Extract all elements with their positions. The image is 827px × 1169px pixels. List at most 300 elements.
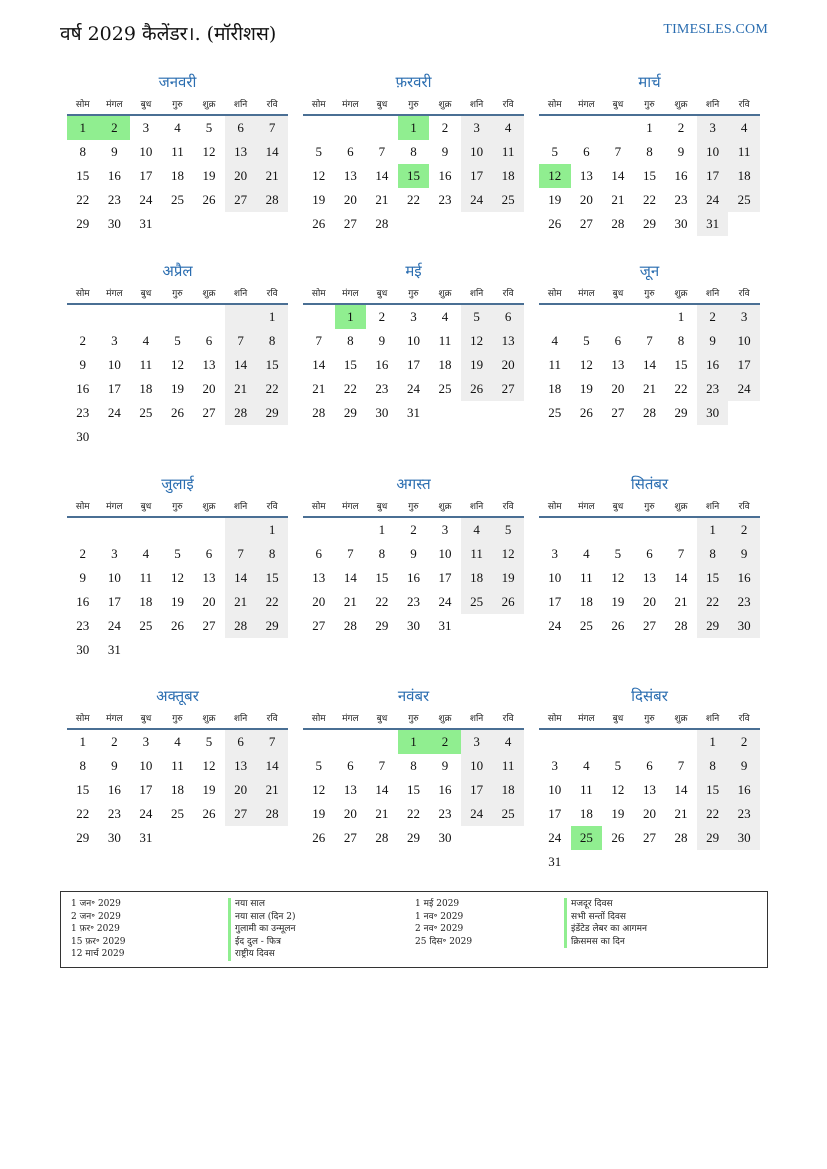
day-cell[interactable]: 18 bbox=[492, 164, 524, 188]
day-cell[interactable]: 12 bbox=[202, 144, 216, 159]
day-cell[interactable]: 16 bbox=[728, 778, 760, 802]
day-cell[interactable]: 3 bbox=[461, 116, 493, 140]
day-cell[interactable]: 11 bbox=[548, 357, 562, 372]
day-cell[interactable]: 8 bbox=[697, 542, 729, 566]
day-cell[interactable]: 22 bbox=[375, 594, 389, 609]
day-cell[interactable]: 16 bbox=[406, 570, 420, 585]
day-cell[interactable]: 20 bbox=[579, 192, 593, 207]
day-cell[interactable]: 29 bbox=[375, 618, 389, 633]
day-cell[interactable]: 28 bbox=[225, 401, 257, 425]
day-cell[interactable]: 17 bbox=[107, 594, 121, 609]
day-cell[interactable]: 19 bbox=[611, 806, 625, 821]
day-cell[interactable]: 21 bbox=[256, 164, 288, 188]
day-cell[interactable]: 2 bbox=[728, 518, 760, 542]
day-cell[interactable]: 18 bbox=[170, 168, 184, 183]
day-cell[interactable]: 15 bbox=[398, 164, 430, 188]
day-cell[interactable]: 10 bbox=[107, 357, 121, 372]
day-cell[interactable]: 12 bbox=[202, 758, 216, 773]
day-cell[interactable]: 20 bbox=[642, 806, 656, 821]
day-cell[interactable]: 2 bbox=[441, 120, 449, 135]
day-cell[interactable]: 23 bbox=[674, 192, 688, 207]
day-cell[interactable]: 9 bbox=[677, 144, 685, 159]
day-cell[interactable]: 12 bbox=[170, 357, 184, 372]
day-cell[interactable]: 17 bbox=[461, 778, 493, 802]
day-cell[interactable]: 23 bbox=[375, 381, 389, 396]
day-cell[interactable]: 4 bbox=[492, 116, 524, 140]
day-cell[interactable]: 4 bbox=[142, 546, 150, 561]
day-cell[interactable]: 25 bbox=[139, 405, 153, 420]
day-cell[interactable]: 19 bbox=[548, 192, 562, 207]
day-cell[interactable]: 23 bbox=[697, 377, 729, 401]
day-cell[interactable]: 25 bbox=[579, 618, 593, 633]
day-cell[interactable]: 25 bbox=[139, 618, 153, 633]
day-cell[interactable]: 13 bbox=[642, 782, 656, 797]
day-cell[interactable]: 2 bbox=[410, 522, 417, 537]
day-cell[interactable]: 18 bbox=[139, 594, 153, 609]
day-cell[interactable]: 22 bbox=[406, 192, 420, 207]
day-cell[interactable]: 5 bbox=[551, 144, 559, 159]
day-cell[interactable]: 16 bbox=[375, 357, 389, 372]
day-cell[interactable]: 22 bbox=[256, 377, 288, 401]
day-cell[interactable]: 30 bbox=[107, 216, 121, 231]
day-cell[interactable]: 12 bbox=[611, 570, 625, 585]
day-cell[interactable]: 14 bbox=[674, 570, 688, 585]
day-cell[interactable]: 18 bbox=[579, 594, 593, 609]
day-cell[interactable]: 26 bbox=[312, 830, 326, 845]
day-cell[interactable]: 7 bbox=[677, 758, 685, 773]
day-cell[interactable]: 10 bbox=[697, 140, 729, 164]
day-cell[interactable]: 23 bbox=[406, 594, 420, 609]
day-cell[interactable]: 8 bbox=[646, 144, 653, 159]
day-cell[interactable]: 19 bbox=[312, 192, 326, 207]
day-cell[interactable]: 5 bbox=[205, 734, 213, 749]
day-cell[interactable]: 12 bbox=[579, 357, 593, 372]
day-cell[interactable]: 5 bbox=[174, 333, 181, 348]
day-cell[interactable]: 27 bbox=[225, 802, 257, 826]
day-cell[interactable]: 2 bbox=[378, 309, 386, 324]
day-cell[interactable]: 16 bbox=[107, 168, 121, 183]
day-cell[interactable]: 13 bbox=[492, 329, 524, 353]
day-cell[interactable]: 3 bbox=[111, 333, 118, 348]
day-cell[interactable]: 23 bbox=[107, 806, 121, 821]
day-cell[interactable]: 20 bbox=[225, 164, 257, 188]
day-cell[interactable]: 20 bbox=[343, 192, 357, 207]
day-cell[interactable]: 23 bbox=[76, 405, 90, 420]
day-cell[interactable]: 31 bbox=[139, 830, 153, 845]
day-cell[interactable]: 17 bbox=[697, 164, 729, 188]
day-cell[interactable]: 22 bbox=[674, 381, 688, 396]
day-cell[interactable]: 8 bbox=[256, 329, 288, 353]
day-cell[interactable]: 6 bbox=[205, 333, 213, 348]
day-cell[interactable]: 28 bbox=[674, 618, 688, 633]
day-cell[interactable]: 6 bbox=[315, 546, 323, 561]
day-cell[interactable]: 23 bbox=[728, 802, 760, 826]
day-cell[interactable]: 21 bbox=[225, 377, 257, 401]
day-cell[interactable]: 31 bbox=[107, 642, 121, 657]
day-cell[interactable]: 21 bbox=[674, 594, 688, 609]
day-cell[interactable]: 12 bbox=[492, 542, 524, 566]
day-cell[interactable]: 9 bbox=[111, 144, 118, 159]
day-cell[interactable]: 15 bbox=[406, 782, 420, 797]
day-cell[interactable]: 20 bbox=[312, 594, 326, 609]
day-cell[interactable]: 24 bbox=[139, 806, 153, 821]
day-cell[interactable]: 25 bbox=[728, 188, 760, 212]
day-cell[interactable]: 4 bbox=[441, 309, 449, 324]
day-cell[interactable]: 30 bbox=[406, 618, 420, 633]
day-cell[interactable]: 11 bbox=[580, 570, 593, 585]
day-cell[interactable]: 11 bbox=[139, 357, 153, 372]
day-cell[interactable]: 30 bbox=[76, 642, 90, 657]
day-cell[interactable]: 17 bbox=[406, 357, 420, 372]
day-cell[interactable]: 4 bbox=[583, 546, 590, 561]
day-cell[interactable]: 7 bbox=[315, 333, 323, 348]
day-cell[interactable]: 22 bbox=[697, 802, 729, 826]
day-cell[interactable]: 15 bbox=[76, 168, 90, 183]
day-cell[interactable]: 17 bbox=[728, 353, 760, 377]
day-cell[interactable]: 26 bbox=[611, 830, 625, 845]
day-cell[interactable]: 19 bbox=[202, 782, 216, 797]
day-cell[interactable]: 26 bbox=[312, 216, 326, 231]
day-cell[interactable]: 24 bbox=[406, 381, 420, 396]
day-cell[interactable]: 31 bbox=[406, 405, 420, 420]
day-cell[interactable]: 10 bbox=[548, 782, 562, 797]
day-cell[interactable]: 29 bbox=[674, 405, 688, 420]
day-cell[interactable]: 3 bbox=[111, 546, 118, 561]
day-cell[interactable]: 28 bbox=[312, 405, 326, 420]
day-cell[interactable]: 8 bbox=[256, 542, 288, 566]
day-cell[interactable]: 8 bbox=[697, 754, 729, 778]
day-cell[interactable]: 5 bbox=[205, 120, 213, 135]
day-cell[interactable]: 11 bbox=[492, 754, 524, 778]
day-cell[interactable]: 22 bbox=[76, 806, 90, 821]
day-cell[interactable]: 15 bbox=[343, 357, 357, 372]
day-cell[interactable]: 21 bbox=[642, 381, 656, 396]
day-cell[interactable]: 9 bbox=[441, 758, 449, 773]
day-cell[interactable]: 6 bbox=[492, 305, 524, 329]
day-cell[interactable]: 21 bbox=[375, 192, 389, 207]
day-cell[interactable]: 26 bbox=[579, 405, 593, 420]
day-cell[interactable]: 9 bbox=[441, 144, 449, 159]
day-cell[interactable]: 8 bbox=[347, 333, 354, 348]
day-cell[interactable]: 16 bbox=[107, 782, 121, 797]
day-cell[interactable]: 9 bbox=[697, 329, 729, 353]
day-cell[interactable]: 9 bbox=[410, 546, 417, 561]
day-cell[interactable]: 20 bbox=[202, 381, 216, 396]
day-cell[interactable]: 18 bbox=[170, 782, 184, 797]
day-cell[interactable]: 5 bbox=[583, 333, 590, 348]
day-cell[interactable]: 28 bbox=[343, 618, 357, 633]
day-cell[interactable]: 6 bbox=[614, 333, 622, 348]
day-cell[interactable]: 30 bbox=[438, 830, 452, 845]
day-cell[interactable]: 20 bbox=[642, 594, 656, 609]
day-cell[interactable]: 15 bbox=[697, 566, 729, 590]
day-cell[interactable]: 25 bbox=[438, 381, 452, 396]
day-cell[interactable]: 4 bbox=[551, 333, 559, 348]
day-cell[interactable]: 4 bbox=[174, 734, 181, 749]
day-cell[interactable]: 30 bbox=[728, 826, 760, 850]
day-cell[interactable]: 18 bbox=[139, 381, 153, 396]
day-cell[interactable]: 12 bbox=[539, 164, 571, 188]
day-cell[interactable]: 30 bbox=[674, 216, 688, 231]
day-cell[interactable]: 23 bbox=[438, 192, 452, 207]
day-cell[interactable]: 23 bbox=[76, 618, 90, 633]
day-cell[interactable]: 17 bbox=[107, 381, 121, 396]
day-cell[interactable]: 27 bbox=[492, 377, 524, 401]
day-cell[interactable]: 18 bbox=[728, 164, 760, 188]
day-cell[interactable]: 3 bbox=[441, 522, 449, 537]
day-cell[interactable]: 1 bbox=[79, 734, 87, 749]
day-cell[interactable]: 12 bbox=[312, 168, 326, 183]
day-cell[interactable]: 7 bbox=[256, 730, 288, 754]
day-cell[interactable]: 9 bbox=[111, 758, 118, 773]
day-cell[interactable]: 18 bbox=[492, 778, 524, 802]
day-cell[interactable]: 26 bbox=[170, 618, 184, 633]
day-cell[interactable]: 19 bbox=[170, 594, 184, 609]
day-cell[interactable]: 11 bbox=[171, 758, 184, 773]
day-cell[interactable]: 11 bbox=[492, 140, 524, 164]
day-cell[interactable]: 27 bbox=[642, 830, 656, 845]
day-cell[interactable]: 21 bbox=[611, 192, 625, 207]
day-cell[interactable]: 6 bbox=[347, 144, 354, 159]
day-cell[interactable]: 11 bbox=[438, 333, 452, 348]
day-cell[interactable]: 3 bbox=[728, 305, 760, 329]
day-cell[interactable]: 3 bbox=[461, 730, 493, 754]
day-cell[interactable]: 1 bbox=[335, 305, 367, 329]
day-cell[interactable]: 26 bbox=[611, 618, 625, 633]
day-cell[interactable]: 24 bbox=[548, 618, 562, 633]
day-cell[interactable]: 2 bbox=[697, 305, 729, 329]
day-cell[interactable]: 28 bbox=[375, 216, 389, 231]
day-cell[interactable]: 6 bbox=[583, 144, 590, 159]
day-cell[interactable]: 14 bbox=[312, 357, 326, 372]
day-cell[interactable]: 24 bbox=[697, 188, 729, 212]
day-cell[interactable]: 26 bbox=[492, 590, 524, 614]
day-cell[interactable]: 25 bbox=[461, 590, 493, 614]
day-cell[interactable]: 20 bbox=[225, 778, 257, 802]
day-cell[interactable]: 5 bbox=[492, 518, 524, 542]
day-cell[interactable]: 9 bbox=[728, 542, 760, 566]
day-cell[interactable]: 22 bbox=[343, 381, 357, 396]
day-cell[interactable]: 10 bbox=[139, 758, 153, 773]
day-cell[interactable]: 2 bbox=[429, 730, 461, 754]
day-cell[interactable]: 26 bbox=[548, 216, 562, 231]
day-cell[interactable]: 12 bbox=[312, 782, 326, 797]
day-cell[interactable]: 28 bbox=[642, 405, 656, 420]
day-cell[interactable]: 28 bbox=[375, 830, 389, 845]
day-cell[interactable]: 5 bbox=[315, 144, 323, 159]
day-cell[interactable]: 16 bbox=[76, 381, 90, 396]
day-cell[interactable]: 17 bbox=[461, 164, 493, 188]
day-cell[interactable]: 8 bbox=[410, 758, 417, 773]
day-cell[interactable]: 26 bbox=[202, 806, 216, 821]
day-cell[interactable]: 6 bbox=[225, 116, 257, 140]
day-cell[interactable]: 1 bbox=[256, 305, 288, 329]
day-cell[interactable]: 3 bbox=[410, 309, 417, 324]
day-cell[interactable]: 13 bbox=[202, 570, 216, 585]
day-cell[interactable]: 30 bbox=[728, 614, 760, 638]
day-cell[interactable]: 3 bbox=[142, 734, 150, 749]
day-cell[interactable]: 10 bbox=[461, 754, 493, 778]
day-cell[interactable]: 30 bbox=[375, 405, 389, 420]
day-cell[interactable]: 2 bbox=[79, 546, 87, 561]
day-cell[interactable]: 8 bbox=[378, 546, 386, 561]
day-cell[interactable]: 27 bbox=[611, 405, 625, 420]
day-cell[interactable]: 27 bbox=[225, 188, 257, 212]
day-cell[interactable]: 1 bbox=[67, 116, 99, 140]
day-cell[interactable]: 25 bbox=[170, 192, 184, 207]
day-cell[interactable]: 21 bbox=[225, 590, 257, 614]
day-cell[interactable]: 1 bbox=[398, 730, 430, 754]
day-cell[interactable]: 29 bbox=[76, 830, 90, 845]
day-cell[interactable]: 13 bbox=[642, 570, 656, 585]
day-cell[interactable]: 2 bbox=[677, 120, 685, 135]
day-cell[interactable]: 24 bbox=[461, 188, 493, 212]
day-cell[interactable]: 2 bbox=[99, 116, 131, 140]
day-cell[interactable]: 20 bbox=[343, 806, 357, 821]
day-cell[interactable]: 15 bbox=[674, 357, 688, 372]
day-cell[interactable]: 7 bbox=[256, 116, 288, 140]
day-cell[interactable]: 28 bbox=[225, 614, 257, 638]
day-cell[interactable]: 12 bbox=[170, 570, 184, 585]
day-cell[interactable]: 19 bbox=[492, 566, 524, 590]
day-cell[interactable]: 16 bbox=[438, 168, 452, 183]
day-cell[interactable]: 2 bbox=[79, 333, 87, 348]
day-cell[interactable]: 8 bbox=[677, 333, 685, 348]
day-cell[interactable]: 10 bbox=[406, 333, 420, 348]
site-link[interactable]: TIMESLES.COM bbox=[663, 22, 768, 37]
day-cell[interactable]: 6 bbox=[205, 546, 213, 561]
day-cell[interactable]: 29 bbox=[697, 614, 729, 638]
day-cell[interactable]: 22 bbox=[76, 192, 90, 207]
day-cell[interactable]: 28 bbox=[256, 802, 288, 826]
day-cell[interactable]: 18 bbox=[548, 381, 562, 396]
day-cell[interactable]: 11 bbox=[139, 570, 153, 585]
day-cell[interactable]: 17 bbox=[139, 782, 153, 797]
day-cell[interactable]: 20 bbox=[611, 381, 625, 396]
day-cell[interactable]: 7 bbox=[225, 329, 257, 353]
day-cell[interactable]: 4 bbox=[728, 116, 760, 140]
day-cell[interactable]: 13 bbox=[225, 140, 257, 164]
day-cell[interactable]: 7 bbox=[347, 546, 354, 561]
day-cell[interactable]: 10 bbox=[548, 570, 562, 585]
day-cell[interactable]: 1 bbox=[697, 518, 729, 542]
day-cell[interactable]: 10 bbox=[438, 546, 452, 561]
day-cell[interactable]: 26 bbox=[461, 377, 493, 401]
day-cell[interactable]: 25 bbox=[571, 826, 603, 850]
day-cell[interactable]: 22 bbox=[642, 192, 656, 207]
day-cell[interactable]: 13 bbox=[343, 782, 357, 797]
day-cell[interactable]: 6 bbox=[347, 758, 354, 773]
day-cell[interactable]: 18 bbox=[579, 806, 593, 821]
day-cell[interactable]: 7 bbox=[378, 758, 386, 773]
day-cell[interactable]: 28 bbox=[611, 216, 625, 231]
day-cell[interactable]: 11 bbox=[728, 140, 760, 164]
day-cell[interactable]: 3 bbox=[551, 546, 559, 561]
day-cell[interactable]: 7 bbox=[677, 546, 685, 561]
day-cell[interactable]: 24 bbox=[438, 594, 452, 609]
day-cell[interactable]: 23 bbox=[728, 590, 760, 614]
day-cell[interactable]: 17 bbox=[139, 168, 153, 183]
day-cell[interactable]: 27 bbox=[343, 216, 357, 231]
day-cell[interactable]: 15 bbox=[642, 168, 656, 183]
day-cell[interactable]: 18 bbox=[461, 566, 493, 590]
day-cell[interactable]: 16 bbox=[674, 168, 688, 183]
day-cell[interactable]: 5 bbox=[614, 546, 622, 561]
day-cell[interactable]: 2 bbox=[728, 730, 760, 754]
day-cell[interactable]: 15 bbox=[697, 778, 729, 802]
day-cell[interactable]: 8 bbox=[79, 144, 87, 159]
day-cell[interactable]: 27 bbox=[202, 618, 216, 633]
day-cell[interactable]: 27 bbox=[579, 216, 593, 231]
day-cell[interactable]: 24 bbox=[107, 618, 121, 633]
day-cell[interactable]: 12 bbox=[461, 329, 493, 353]
day-cell[interactable]: 9 bbox=[728, 754, 760, 778]
day-cell[interactable]: 4 bbox=[583, 758, 590, 773]
day-cell[interactable]: 28 bbox=[256, 188, 288, 212]
day-cell[interactable]: 17 bbox=[438, 570, 452, 585]
day-cell[interactable]: 15 bbox=[76, 782, 90, 797]
day-cell[interactable]: 21 bbox=[375, 806, 389, 821]
day-cell[interactable]: 19 bbox=[461, 353, 493, 377]
day-cell[interactable]: 20 bbox=[492, 353, 524, 377]
day-cell[interactable]: 27 bbox=[642, 618, 656, 633]
day-cell[interactable]: 28 bbox=[674, 830, 688, 845]
day-cell[interactable]: 19 bbox=[170, 381, 184, 396]
day-cell[interactable]: 2 bbox=[111, 734, 118, 749]
day-cell[interactable]: 17 bbox=[548, 806, 562, 821]
day-cell[interactable]: 14 bbox=[256, 140, 288, 164]
day-cell[interactable]: 24 bbox=[461, 802, 493, 826]
day-cell[interactable]: 3 bbox=[551, 758, 559, 773]
day-cell[interactable]: 6 bbox=[646, 758, 653, 773]
day-cell[interactable]: 9 bbox=[79, 570, 87, 585]
day-cell[interactable]: 14 bbox=[256, 754, 288, 778]
day-cell[interactable]: 15 bbox=[256, 353, 288, 377]
day-cell[interactable]: 21 bbox=[343, 594, 357, 609]
day-cell[interactable]: 9 bbox=[79, 357, 87, 372]
day-cell[interactable]: 21 bbox=[674, 806, 688, 821]
day-cell[interactable]: 19 bbox=[579, 381, 593, 396]
day-cell[interactable]: 5 bbox=[614, 758, 622, 773]
day-cell[interactable]: 31 bbox=[438, 618, 452, 633]
day-cell[interactable]: 13 bbox=[611, 357, 625, 372]
day-cell[interactable]: 20 bbox=[202, 594, 216, 609]
day-cell[interactable]: 5 bbox=[315, 758, 323, 773]
day-cell[interactable]: 31 bbox=[548, 854, 562, 869]
day-cell[interactable]: 10 bbox=[728, 329, 760, 353]
day-cell[interactable]: 27 bbox=[202, 405, 216, 420]
day-cell[interactable]: 1 bbox=[398, 116, 430, 140]
day-cell[interactable]: 13 bbox=[312, 570, 326, 585]
day-cell[interactable]: 3 bbox=[697, 116, 729, 140]
day-cell[interactable]: 13 bbox=[202, 357, 216, 372]
day-cell[interactable]: 24 bbox=[548, 830, 562, 845]
day-cell[interactable]: 16 bbox=[438, 782, 452, 797]
day-cell[interactable]: 15 bbox=[256, 566, 288, 590]
day-cell[interactable]: 21 bbox=[312, 381, 326, 396]
day-cell[interactable]: 11 bbox=[580, 782, 593, 797]
day-cell[interactable]: 4 bbox=[142, 333, 150, 348]
day-cell[interactable]: 29 bbox=[697, 826, 729, 850]
day-cell[interactable]: 21 bbox=[256, 778, 288, 802]
day-cell[interactable]: 6 bbox=[225, 730, 257, 754]
day-cell[interactable]: 13 bbox=[579, 168, 593, 183]
day-cell[interactable]: 1 bbox=[256, 518, 288, 542]
day-cell[interactable]: 7 bbox=[225, 542, 257, 566]
day-cell[interactable]: 10 bbox=[139, 144, 153, 159]
day-cell[interactable]: 10 bbox=[461, 140, 493, 164]
day-cell[interactable]: 22 bbox=[406, 806, 420, 821]
